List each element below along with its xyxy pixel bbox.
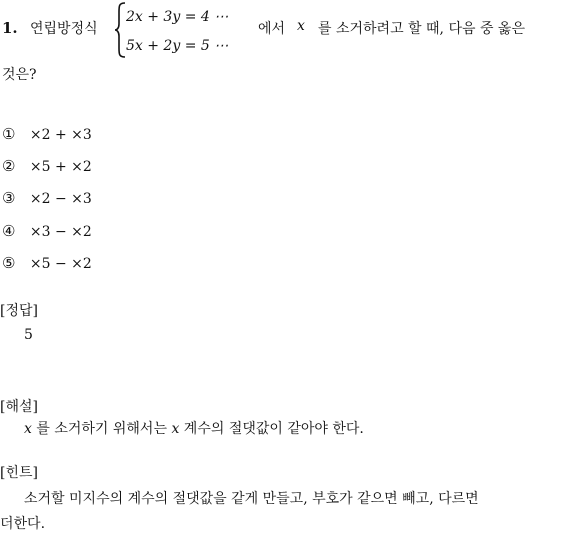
choice-text: ×2 + ×3: [29, 127, 92, 143]
choice-1[interactable]: [2, 125, 92, 143]
answer-label: [정답]: [0, 303, 38, 319]
choice-marker: ②: [2, 157, 16, 175]
explanation-variable-1: x: [24, 421, 32, 437]
explanation-text-1: 를 소거하기 위해서는: [36, 421, 167, 437]
choice-2[interactable]: [2, 157, 92, 175]
choice-text: ×2 − ×3: [29, 191, 92, 207]
hint-label: [힌트]: [0, 465, 38, 481]
choice-5[interactable]: [2, 254, 92, 272]
choice-marker: ③: [2, 189, 16, 207]
choice-text: ×5 − ×2: [29, 256, 92, 272]
equation-1: 2x + 3y = 4 ⋯: [126, 9, 229, 25]
hint-line-2: 더한다.: [0, 516, 46, 532]
choice-marker: ⑤: [2, 254, 16, 272]
question-prefix: 연립방정식: [30, 21, 98, 37]
equation-2: 5x + 2y = 5 ⋯: [126, 38, 229, 54]
question-variable: x: [297, 18, 305, 34]
explanation-text-2: 계수의 절댓값이 같아야 한다.: [183, 421, 364, 437]
hint-line-1: 소거할 미지수의 계수의 절댓값을 같게 만들고, 부호가 같으면 빼고, 다르면: [24, 491, 479, 507]
choice-marker: ①: [2, 125, 16, 143]
choice-text: ×3 − ×2: [29, 224, 92, 240]
question-number: 1.: [2, 19, 18, 37]
explanation-variable-2: x: [171, 421, 180, 437]
choice-3[interactable]: [2, 189, 92, 207]
choice-4[interactable]: [2, 222, 92, 240]
explanation-text: [24, 418, 364, 438]
system-brace: [114, 2, 126, 58]
explanation-label: [해설]: [0, 399, 38, 415]
question-continuation: 것은?: [2, 67, 37, 83]
answer-value: 5: [24, 327, 33, 343]
choice-marker: ④: [2, 222, 16, 240]
question-suffix-part1: 에서: [258, 21, 286, 37]
question-suffix-part2: 를 소거하려고 할 때, 다음 중 옳은: [318, 21, 525, 37]
choice-text: ×5 + ×2: [29, 159, 92, 175]
